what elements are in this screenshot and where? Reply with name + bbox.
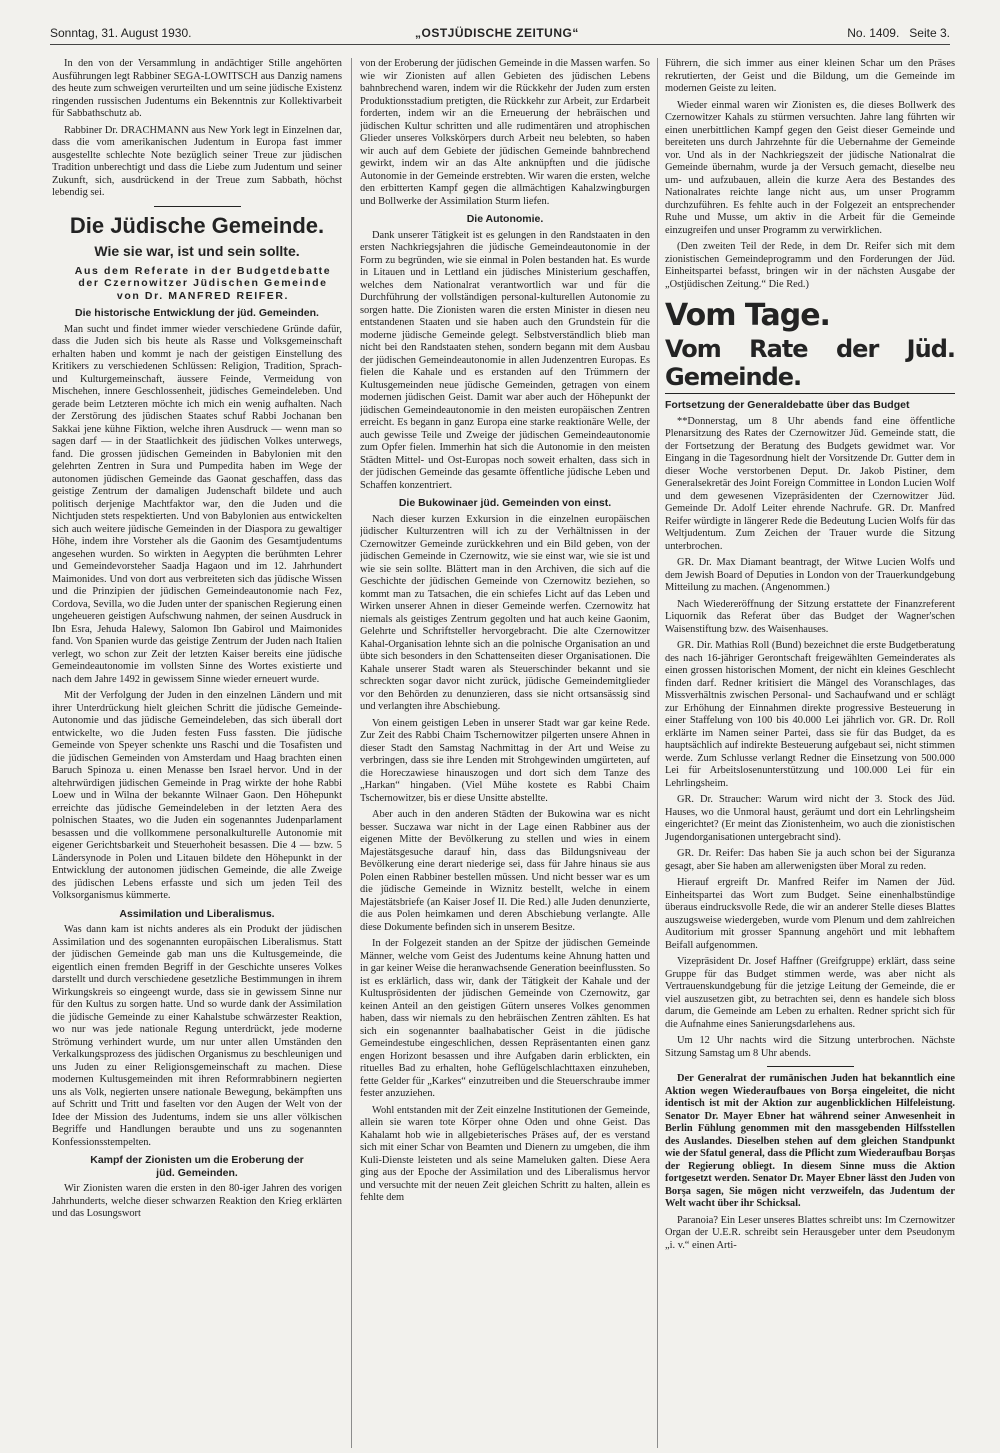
page-header <box>50 22 950 45</box>
column-3 <box>665 58 955 1448</box>
issue-number-and-page <box>847 26 950 40</box>
article-subtitle: Fortsetzung der Generaldebatte über das Budget <box>665 399 910 411</box>
paragraph: Aber auch in den anderen Städten der Bukowina war es nicht besser. Suczawa war nicht in der Lage einen Rabbiner aus der eigenen Mitte der Bevölkerung zu stellen und wies in einem Majestätsgesuche darauf hin, dass das Bildungsniveau der Bevölkerung eine derart niederige sei, dass für Jahre hinaus sie aus Polen einen Rabbiner bestellen müssen. Und nicht besser war es um die jüdische Gemeinde in Wiznitz bestellt, welche in einem Majestätsbriefe (an Kaiser Josef II. Die Red.) alle Juden denunzierte, die aus Polen heimkamen und deren Abschiebung verlangte. Alle diese Dokumente befinden sich in unserem Besitze. <box>360 809 650 933</box>
section-heading: Die historische Entwicklung der jüd. Gemeinden. <box>75 307 319 319</box>
byline: Aus dem Referate in der Budgetdebatte <box>74 264 332 277</box>
paragraph: GR. Dr. Reifer: Das haben Sie ja auch schon bei der Siguranza gesagt, aber Sie haben am allerwenigsten über Moral zu reden. <box>665 848 955 872</box>
separator-rule <box>154 206 241 207</box>
paragraph: Man sucht und findet immer wieder verschiedene Gründe dafür, dass die Juden sich bis heute als Rasse und Volksgemeinschaft erhalten haben und kommt je nach der geistigen Einstellung des Kritikers zu verschiedenen Schlüssen: Religion, Tradition, Sprach- und Kulturgemeinschaft, äussere Feinde, Vermeidung von Mischehen, innere Geschlossenheit, jüdisches Gemeindeleben. Und gerade beim Letzteren möchte ich mich ein wenig aufhalten. Nach der Zerstörung des jüdischen Staates schuf Rabbi Jochanan ben Sakkai jene kühne Fiktion, welche ihren Ausdruck — wenn man so sagen darf — in der Staatlichkeit des jüdischen Volkes unterwegs, fand. Die grossen jüdischen Gemeinden in Babylonien mit den gelehrten Zentren in Sura und Pumpedita haben im Wege der autonomen jüdischen Gemeinde das Gaonat geschaffen, dass das geistige Zentrum der damaligen Judenschaft bildete und auch politisch derjenige Machtfaktor war, den die Juden und die Nichtjuden stets respektierten. Und von Babylonien aus entwickelten sich auch weitere jüdische Gemeinden in der Diaspora zu gewaltiger Höhe, indem ihre Vorsteher als die Gaonim des Gesamtjudentums angesehen wurden. So wirkten in Aegypten die berühmten Lehrer und Gemeindevorsteher Saadja Hagaon und im 12. Jahrhundert Maimonides. Und von dort aus verbreiteten sich das jüdische Wissen und die Prinzipien der jüdischen Gemeindeautonomie nach Fez, Cordova, Sevilla, wo die Juden unter der spanischen Regierung einen ungeheueren geistigen Aufschwung nahmen, der seinen Ausdruck in Ibn Esra, Jehuda Halewy, Salomon Ibn Gabirol und Maimonides fand. Von Spanien wurde das geistige Zentrum der Juden nach Italien verlegt, wo schon zur Zeit der letzten Kaiser bereits eine jüdische Gemeindeautonomie im vollsten Sinne des Wortes existierte und nach dem Jahre 1492 in gewissem Sinne wieder erneuert wurde. <box>52 323 342 685</box>
column-divider <box>351 58 352 1448</box>
section-heading: Die Bukowinaer jüd. Gemeinden von einst. <box>398 497 612 509</box>
section-heading: Kampf der Zionisten um die Eroberung der <box>90 1154 304 1166</box>
paragraph: Nach dieser kurzen Exkursion in die einzelnen europäischen jüdischer Kulturzentren will ich zu der Verhältnissen in der Czernowitzer Gemeinde zurückkehren und ein Bild geben, von der jüdischen Gemeinde in Czernowitz, wie sie einst war, wie sie ist und wie sie sein sollte. Blättert man in den Archiven, die sich auf die Geschichte der jüdischen Gemeinde von Czernowitz beziehen, so kommt man zu Tatsachen, die ein schiefes Licht auf das Leben und Wirken unserer Ahnen in dieser Gemeinde werfen. Czernowitz hat niemals als geistiges Zentrum gegolten und hat auch keine Gaonim, Gelehrte und Schriftsteller hervorgebracht. Die alte Czernowitzer Kahal-Organisation lehnte sich an die polnische Organisation an und übte sich besonders in den Schattenseiten dieser Organisationen. Die Kahale unserer Stadt waren als Steuerschinder bekannt und sie schreckten sogar davor nicht zurück, jüdische Gemeindemitglieder vor den Behörden zu denunzieren, dass sie nicht ortsansässig sind und verlangten ihre Abschiebung. <box>360 513 650 712</box>
paragraph: GR. Dr. Max Diamant beantragt, der Witwe Lucien Wolfs und dem Jewish Board of Deputies in London von der Trauerkundgebung Mitteilung zu machen. (Angenommen.) <box>665 557 955 593</box>
paragraph: Rabbiner Dr. DRACHMANN aus New York legt in Einzelnen dar, dass die vom amerikanischen Judentum in Europa fast immer ausgestellte schlechte Note bezüglich seiner Treue zur jüdischen Tradition unberechtigt und dass die Liebe zum Judentum und seiner Zukunft, sich, ausdrückend in der Treue zum Sabbath, höchst lebendig sei. <box>52 124 342 198</box>
section-heading: Assimilation und Liberalismus. <box>119 907 275 920</box>
paragraph: Hierauf ergreift Dr. Manfred Reifer im Namen der Jüd. Einheitspartei das Wort zum Budget. Seine einenhalbstündige überaus eindrucksvolle Rede, die wir an anderer Stelle dieses Blattes auszugsweise wiedergeben, wurde vom Plenum und dem zahlreichen Auditorium mit grosser Spannung angehört und mit lebhaftem Beifall aufgenommen. <box>665 877 955 951</box>
paragraph: Wohl entstanden mit der Zeit einzelne Institutionen der Gemeinde, allein sie waren tote Körper ohne Oden und ohne Geist. Das Kahalamt hob wie in allgebieterisches Präses auf, der es verstand sich mit einer Schar von Beamten und Dienern zu umgeben, die ihm Kuli-Dienste leisteten und als seine Mameluken galten. Diese Aera ging aus der Epoche der Assimilation und des Liberalismus hervor und versuchte mit der neuen Zeit gleichen Schritt zu halten, allein es fehlte dem <box>360 1104 650 1203</box>
paragraph: **Donnerstag, um 8 Uhr abends fand eine öffentliche Plenarsitzung des Rates der Czernowitzer Jüd. Gemeinde statt, die der Fortsetzung der Beratung des Budgets gewidmet war. Vor Eingang in die Tagesordnung hielt der Vorsitzende Dr. Gutter dem in dieser Woche verstorbenen Deput. Dr. Jakob Pistiner, dem Generalsekretär des Joint Foreign Committee in London Lucien Wolf und dem gewesenen Vizepräsidenten der Czernowitzer Jüd. Gemeinde Dr. Adolf Leiter ehrende Nachrufe. GR. Dr. Manfred Reifer würdigte in längerer Rede die Bedeutung Lucien Wolfs für das Weltjudentum. Zum Zeichen der Trauer wurde die Sitzung unterbrochen. <box>665 415 955 552</box>
newspaper-name: „OSTJÜDISCHE ZEITUNG“ <box>415 26 579 40</box>
byline-author: von Dr. MANFRED REIFER. <box>116 289 290 302</box>
paragraph: Vizepräsident Dr. Josef Haffner (Greifgruppe) erklärt, dass seine Gruppe für das Budget stimmen werde, was aber nicht als Vertrauenskundgebung für die jetzige Leitung der Gemeinde, die er viel auszusetzen gibt, zu betrachten sei, denn es handele sich bloss darum, die Gemeinde am Leben zu erhalten. Redner spricht sich für die Aufnahme eines Sanierungsdarlehens aus. <box>665 956 955 1030</box>
paragraph: Mit der Verfolgung der Juden in den einzelnen Ländern und mit ihrer Unterdrückung hielt gleichen Schritt die jüdische Gemeinde-Autonomie und das jüdische Gemeindeleben, das sich überall dort entwickelte, wo die Juden festen Fuss fassten. Die jüdische Gemeinde von Speyer schenkte uns Raschi und die Tosafisten und die jüdischen Gemeinden von Amsterdam und Haag brachten einen Baruch Spinoza u. einen Menasse ben Israel hervor. Und in der altehrwürdigen jüdischen Gemeinde in Prag wirkte der hohe Rabbi Loew und in Wilna der bekannte Wilnaer Gaon. Den Höhepunkt erreichte das jüdische Gemeindeleben in der letzten Aera des polnischen Staates, wo die Juden ein sogenanntes Judenparlament besassen und die vollkommene personalkulturelle Autonomie mit eigener Gerichtsbarkeit und Steuerhoheit besassen. Die 4 — bzw. 5 Ländersynode in Polen und Litauen bildete den Höhepunkt in der Entwicklung der autonomen jüdischen Gemeinde, die alle Zweige des jüdischen Lebens erfasste und sich um jeden Teil des Volksorganismus kümmerte. <box>52 690 342 901</box>
paragraph: GR. Dr. Straucher: Warum wird nicht der 3. Stock des Jüd. Hauses, wo die Unmoral haust, geräumt und dort ein Lehrlingsheim eingerichtet? (Er meint das Zionistenheim, wo auch die zionistischen Jugendorganisationen untergebracht sind). <box>665 794 955 843</box>
paragraph: In den von der Versammlung in andächtiger Stille angehörten Ausführungen legt Rabbiner SEGA-LOWITSCH aus Danzig namens des heute zum schweigen verurteilten und um seine jüdische Existenz ringenden russischen Judentums ein Bekenntnis zur Kollektivarbeit für Sabbathschutz ab. <box>52 58 342 119</box>
column-1 <box>52 58 342 1448</box>
article-title-gemeinde: Vom Rate der Jüd. Gemeinde. <box>665 335 955 394</box>
column-divider <box>657 58 658 1448</box>
paragraph: Dank unserer Tätigkeit ist es gelungen in den Randstaaten in den ersten Nachkriegsjahren die jüdische Gemeindeautonomie in der Form zu begründen, wie sie einmal in Polen bestanden hat. Es wurde in Litauen und in Lettland ein jüdisches Ministerium geschaffen, welches dem Nationalrat verantwortlich war und für die Durchführung der vollständigen personal-kulturellen Autonomie zu sorgen hatte. Die Zionisten waren die ersten Minister in diesen neu entstandenen Staaten und sie haben auch den Grundstein für die moderne jüdische Gemeinde gelegt. Selbstverständlich blieb man nicht bei den Randstaaten stehen, sondern begann mit dem Ausbau der jüdischen Gemeindeautonomie in allen Judenzentren Europas. Es fielen die Kahale und es erstanden auf den Trümmern der Kultusgemeinden neue jüdische Gemeinden, getragen von einem modernen jüdischen Geist. Damit war aber auch der Höhepunkt der jüdischen Gemeindeautonomie in den meisten europäischen Zentren erreicht. Es begann in ganz Europa eine starke reaktionäre Welle, der auch gewisse Teile und Zweige der jüdischen Gemeindeautonomie zum Opfer fielen. Immerhin hat sich die Autonomie in den meisten Städten Mittel- und Ost-Europas noch soweit erhalten, dass sich in der jüdischen Gemeinde das gesamte öffentliche jüdische Leben und Schaffen konzentriert. <box>360 229 650 491</box>
paragraph: Paranoia? Ein Leser unseres Blattes schreibt uns: Im Czernowitzer Organ der U.E.R. schreibt sein Herausgeber unter dem Pseudonym „i. v.“ einen Arti- <box>665 1214 955 1251</box>
paragraph: Führern, die sich immer aus einer kleinen Schar um den Präses rekrutierten, der Geist und die Bildung, um die Gemeinde im modernen Geiste zu leiten. <box>665 58 955 94</box>
section-heading: Die Autonomie. <box>466 213 544 225</box>
paragraph: Um 12 Uhr nachts wird die Sitzung unterbrochen. Nächste Sitzung Samstag um 8 Uhr abends. <box>665 1035 955 1059</box>
paragraph: Wir Zionisten waren die ersten in den 80-iger Jahren des vorigen Jahrhunderts, welche dieser schwarzen Reaktion den Krieg erklärten und das Losungswort <box>52 1183 342 1219</box>
issue-number: No. 1409. <box>847 26 900 40</box>
column-2 <box>360 58 650 1448</box>
issue-date: Sonntag, 31. August 1930. <box>50 26 192 40</box>
paragraph: Nach Wiedereröffnung der Sitzung erstattete der Finanzreferent Liquornik das Referat über das Budget der Wagner'schen Waisenstiftung bzw. des Waisenhauses. <box>665 598 955 635</box>
paragraph: von der Eroberung der jüdischen Gemeinde in die Massen warfen. So wie wir Zionisten auf allen Gebieten des jüdischen Lebens bahnbrechend waren, indem wir die Rückkehr der Juden zum ersten Produktionsstadium pretigten, die Rückkehr zur Arbeit, zur Erdarbeit forderten, indem wir an die Erneuerung der hebräischen und jüdischen Kultur schritten und alle rudimentären und atrophischen Glieder unseres Volkskörpers durch Arbeit neu belebten, so haben wir auch auf dem Gebiete der jüdischen Gemeinde bahnbrechend gewirkt, indem wir an das Alte anknüpften und die jüdische Autonomie in der Gemeinde erstrebten. Wir waren die ersten, welche den erbitterten Kampf gegen die allmächtigen Kahalzwingburgen und Bollwerke der Assimilation Sturm liefen. <box>360 58 650 207</box>
byline: der Czernowitzer Jüdischen Gemeinde <box>78 277 328 289</box>
paragraph: In der Folgezeit standen an der Spitze der jüdischen Gemeinde Männer, welche vom Geist des Judentums keine Ahnung hatten und in gar keiner Weise die heranwachsende Generation beeinflussten. So ist es erklärlich, dass wir, dank der Tätigkeit der Kahale und der Kultusprösidenten der jüdischen Gemeinde von Czernowitz, gar keinen Anteil an den geistigen Gütern unseres Volkes genommen haben, dass wir niemals zu den hebräischen Zentren zählten. Es hat sich ein sogenannter baalhabatischer Geist in die jüdische Gemeindestube eingeschlichen, dessen Repräsentanten einen ganz engen Horizont besassen und ihre Aufgaben darin erblickten, ein rituelles Bad zu erhalten, hohe Geflügelschlachttaxen einzuheben, fette Gelder für „Karkes“ einzutreiben und die Steuerschraube immer fester anzuziehen. <box>360 938 650 1099</box>
article-title: Die Jüdische Gemeinde. <box>69 212 325 238</box>
paragraph: Von einem geistigen Leben in unserer Stadt war gar keine Rede. Zur Zeit des Rabbi Chaim Tschernowitzer pilgerten unsere Ahnen in dieser Stadt den Samstag Nachmittag in der Art und Weise zu verbringen, dass sie ihre Lenden mit Strohgewinden umgürteten, auf die Horeczawiese hinauszogen und dort sich dem Tanze des „Harkan“ hingaben. (Viel Mühe kostete es Rabbi Chaim Tschernowitzer, bis er diese Unsitte abstellte. <box>360 717 650 804</box>
article-subtitle: Wie sie war, ist und sein sollte. <box>94 242 300 259</box>
separator-rule <box>767 1066 854 1067</box>
page-number: Seite 3. <box>909 26 950 40</box>
paragraph: Was dann kam ist nichts anderes als ein Produkt der jüdischen Assimilation und des sogenannten europäischen Liberalismus. Statt der jüdischen Gemeinde gab man uns die Kultusgemeinde, die eigentlich einen fremden Begriff in der Geschichte unseres Volkes darstellt und durch verschiedene gesetzliche Bestimmungen in ihrem Wirkungskreis so eingeengt wurde, dass sie in gewissem Sinne nur für den Kultus zu sorgen hatte. Und so wurde dank der Assimilation die jüdische Gemeinde zu einer Kahalstube schwärzester Reaktion, wo nur was jede nationale Regung unterdrückt, jede moderne Strömung verhindert wurde, um nur unter allen Umständen den Verkalkungsprozess des jüdischen Organismus zu beschleunigen und uns Juden zu einer Religionsgemeinschaft zu machen. Diese modernen Kultusgemeinden mit ihren Reformrabbinern negierten uns als Volk, negierten unsere nationale Bewegung, bekämpften uns auf Schritt und Tritt und faselten vor den Augen der Welt von der Idee der Mission des Judentums, indem sie uns aller völkischen Begriffe und Handlungen beraubte und uns zu sogenannten Konfessionsstempelten. <box>52 924 342 1148</box>
paragraph: Der Generalrat der rumänischen Juden hat bekanntlich eine Aktion wegen Wiederaufbaues von Borşa eingeleitet, die nicht identisch ist mit der Aktion zur augenblicklichen Hilfeleistung. Senator Dr. Mayer Ebner hat während seiner Anwesenheit in Berlin Fühlung genommen mit den massgebenden Hilfsstellen des Auslandes. Dieselben stehen auf dem gleichen Standpunkt wie der Sfatul general, dass die Pflicht zum Wiederaufbau Borşas der Regierung obliegt. In diesem Sinne muss die Aktion fortgesetzt werden. Senator Dr. Mayer Ebner lässt den Juden von Borşa sagen, Sie mögen nicht verzweifeln, das Judentum der Welt wacht über ihr Schicksal. <box>665 1073 955 1209</box>
paragraph: (Den zweiten Teil der Rede, in dem Dr. Reifer sich mit dem zionistischen Gemeindeprogramm und den Forderungen der Jüd. Einheitspartei befasst, bringen wir in der nächsten Ausgabe der „Ostjüdischen Zeitung.“ Die Red.) <box>665 241 955 290</box>
section-heading: jüd. Gemeinden. <box>156 1166 238 1179</box>
paragraph: Wieder einmal waren wir Zionisten es, die dieses Bollwerk des Czernowitzer Kahals zu stürmen versuchten. Jahre lang führten wir einen unerbittlichen Kampf gegen den Geist dieser Gemeinde und bereiteten uns durch Jahrzehnte für die Uebernahme der Gemeinde vor. Und als in der Nachkriegszeit der jüdische Nationalrat die Gemeinde übernahm, wurde ja der Versuch gemacht, dieselbe neu um- und aufzubauen, allein die kurze Aera des Bestandes des Nationalrates reichte lange nicht aus, um unser Programm durchzuführen. Es fehlte auch in der Folgezeit an entsprechender Ruhe und Musse, um aktiv in die Arbeit für die Gemeinde einzugreifen und unser Programm zu verwirklichen. <box>665 99 955 236</box>
section-title-vom-tage: Vom Tage. <box>665 298 830 333</box>
paragraph: GR. Dir. Mathias Roll (Bund) bezeichnet die erste Budgetberatung des nach 16-jähriger Gerontschaft freigewählten Gemeinderates als einen grossen historischen Moment, der nicht ein kleines Geschlecht finden darf. Redner kritisiert die Mängel des Voranschlages, das Missverhältnis zwischen Personal- und Sachaufwand und er schlägt zur Erhöhung der Einnahmen direkte progressive Besteuerung in einer Staffelung von 100 bis 40.000 Lei jährlich vor. GR. Dr. Roll erklärte im Namen seiner Partei, dass sie für das Budget, da es hauptsächlich auf indirekte Besteuerung aufgebaut sei, nicht stimmen werde. Zum Schlusse verlangt Redner die Einsetzung von 500.000 Lei für Arbeitslosenunterstützung und 100.000 Lei für ein Lehrlingsheim. <box>665 640 955 789</box>
